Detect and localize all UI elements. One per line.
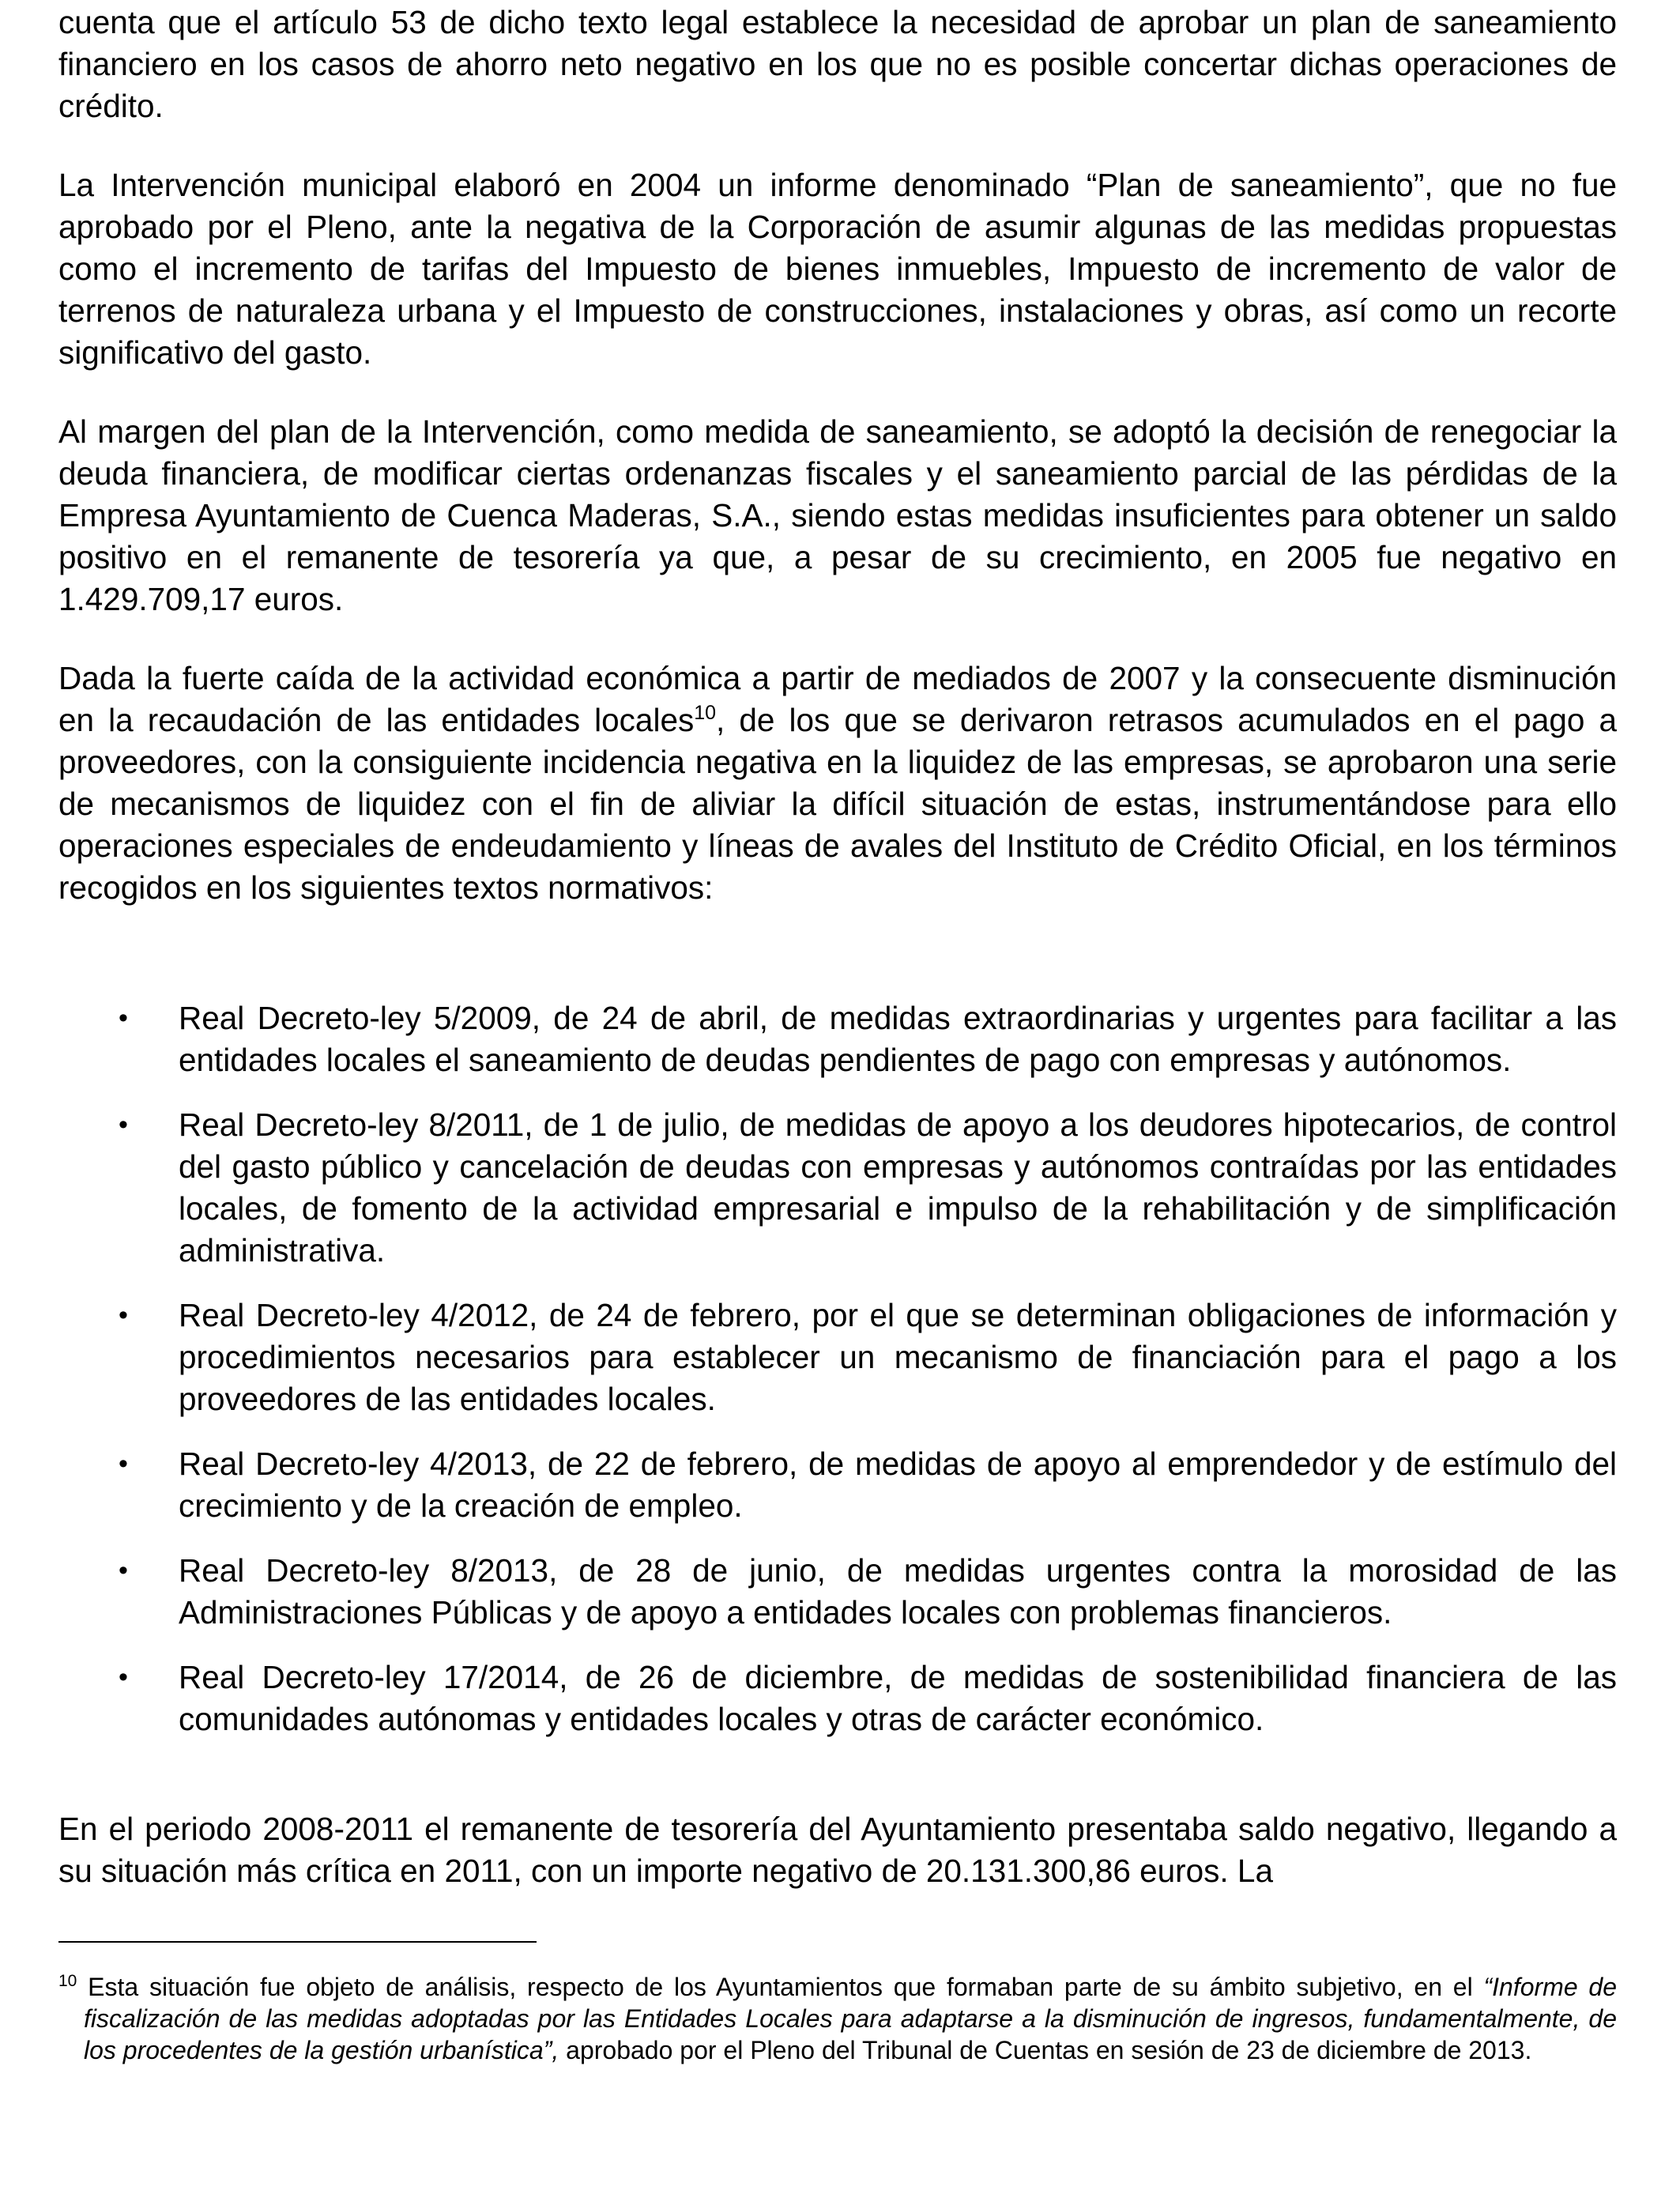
footnote-report-title: “Informe de fiscalización de las medidas adoptadas por las Entidades Locales para adaptarse a la disminución de ingresos, fundamentalmente, de los procedentes de la gestión urbanística”, (84, 1973, 1618, 2064)
normative-texts-list (58, 997, 1617, 1763)
list-item-text: Real Decreto-ley 4/2012, de 24 de febrero, por el que se determinan obligaciones de información y procedimientos necesarios para establecer un mecanismo de financiación para el pago a los proveedores de las entidades locales. (179, 1297, 1617, 1417)
paragraph-liquidity-mechanisms (58, 658, 1617, 909)
bullet-icon: • (119, 1003, 128, 1033)
list-item (58, 1550, 1617, 1634)
list-item (58, 1657, 1617, 1740)
footnote-number: 10 (58, 1972, 77, 1990)
list-item (58, 1104, 1617, 1272)
paragraph-renegotiation-measures: Al margen del plan de la Intervención, como medida de saneamiento, se adoptó la decisión de renegociar la deuda financiera, de modificar ciertas ordenanzas fiscales y el saneamiento parcial de las pérdidas de la Empresa Ayuntamiento de Cuenca Maderas, S.A., siendo estas medidas insuficientes para obtener un saldo positivo en el remanente de tesorería ya que, a pesar de su crecimiento, en 2005 fue negativo en 1.429.709,17 euros. (58, 413, 1617, 617)
footnote-reference[interactable]: 10 (694, 702, 717, 724)
footnote-text: aprobado por el Pleno del Tribunal de Cuentas en sesión de 23 de diciembre de 2013. (559, 2036, 1532, 2064)
bullet-icon: • (119, 1300, 128, 1330)
list-item (58, 997, 1617, 1081)
paragraph-text: , de los que se derivaron retrasos acumulados en el pago a proveedores, con la consiguiente incidencia negativa en la liquidez de las empresas, se aprobaron una serie de mecanismos de liquidez con el fin de aliviar la difícil situación de estas, instrumentándose para ello operaciones especiales de endeudamiento y líneas de avales del Instituto de Crédito Oficial, en los términos recogidos en los siguientes textos normativos: (58, 702, 1617, 906)
footnote-separator (58, 1941, 537, 1943)
bullet-icon: • (119, 1662, 128, 1692)
list-item (58, 1295, 1617, 1420)
bullet-icon: • (119, 1110, 128, 1140)
list-item-text: Real Decreto-ley 17/2014, de 26 de diciembre, de medidas de sostenibilidad financiera de las comunidades autónomas y entidades locales y otras de carácter económico. (179, 1659, 1617, 1737)
list-item-text: Real Decreto-ley 8/2011, de 1 de julio, de medidas de apoyo a los deudores hipotecarios, de control del gasto público y cancelación de deudas con empresas y autónomos contraídas por las entidades locales, de fomento de la actividad empresarial e impulso de la rehabilitación y de simplificación administrativa. (179, 1106, 1617, 1269)
paragraph-plan-saneamiento-requirement: cuenta que el artículo 53 de dicho texto legal establece la necesidad de aprobar un plan de saneamiento financiero en los casos de ahorro neto negativo en los que no es posible concertar dichas operaciones de crédito. (58, 4, 1617, 124)
list-item-text: Real Decreto-ley 8/2013, de 28 de junio, de medidas urgentes contra la morosidad de las Administraciones Públicas y de apoyo a entidades locales con problemas financieros. (179, 1552, 1617, 1630)
bullet-icon: • (119, 1555, 128, 1585)
paragraph-remanente-negativo: En el periodo 2008-2011 el remanente de tesorería del Ayuntamiento presentaba saldo negativo, llegando a su situación más crítica en 2011, con un importe negativo de 20.131.300,86 euros. La (58, 1811, 1617, 1889)
paragraph-text: Dada la fuerte caída de la actividad económica a partir de mediados de 2007 y la consecuente disminución en la recaudación de las entidades locales (58, 660, 1617, 738)
list-item-text: Real Decreto-ley 4/2013, de 22 de febrero, de medidas de apoyo al emprendedor y de estímulo del crecimiento y de la creación de empleo. (179, 1446, 1617, 1524)
paragraph-intervencion-report-2004: La Intervención municipal elaboró en 2004 un informe denominado “Plan de saneamiento”, que no fue aprobado por el Pleno, ante la negativa de la Corporación de asumir algunas de las medidas propuestas como el incremento de tarifas del Impuesto de bienes inmuebles, Impuesto de incremento de valor de terrenos de naturaleza urbana y el Impuesto de construcciones, instalaciones y obras, así como un recorte significativo del gasto. (58, 167, 1617, 371)
list-item-text: Real Decreto-ley 5/2009, de 24 de abril, de medidas extraordinarias y urgentes para facilitar a las entidades locales el saneamiento de deudas pendientes de pago con empresas y autónomos. (179, 1000, 1617, 1078)
list-item (58, 1443, 1617, 1527)
footnote-text: Esta situación fue objeto de análisis, respecto de los Ayuntamientos que formaban parte de su ámbito subjetivo, en el (77, 1973, 1484, 2001)
bullet-icon: • (119, 1449, 128, 1479)
footnote (58, 1971, 1617, 2066)
